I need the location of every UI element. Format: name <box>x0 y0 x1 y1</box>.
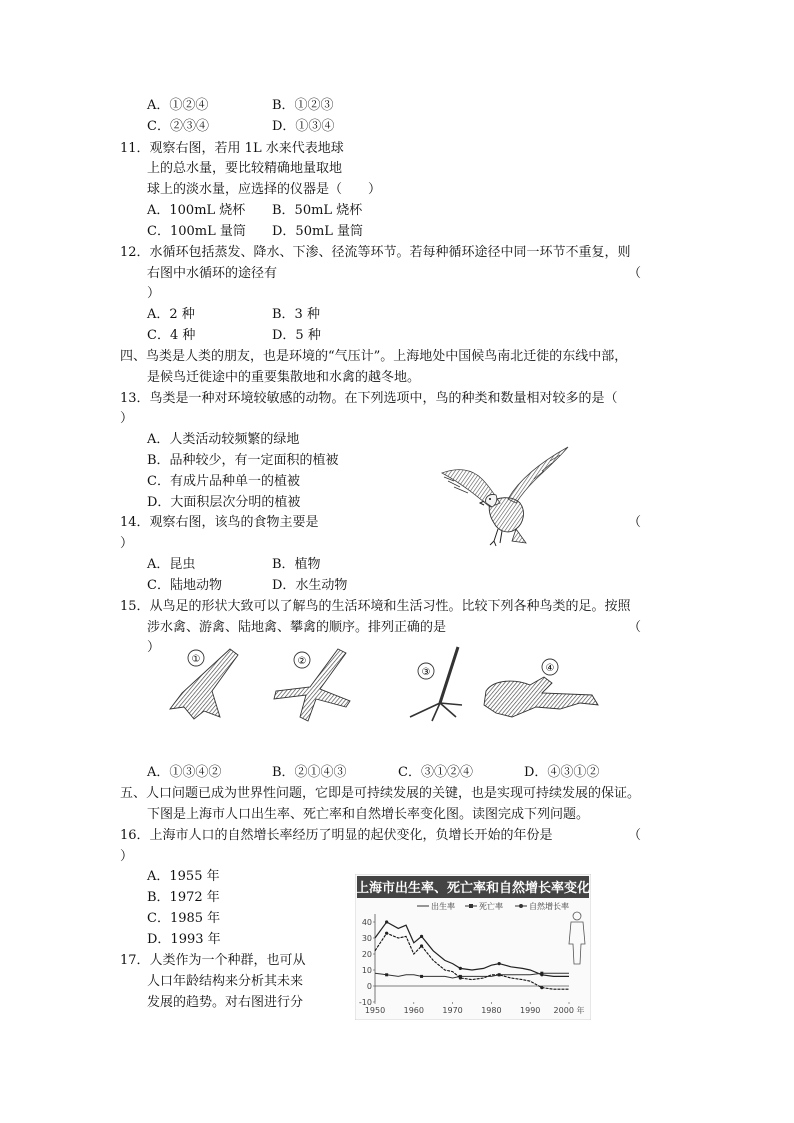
q12-option-d: D．5 种 <box>272 328 321 343</box>
data-point <box>420 975 423 978</box>
q12-option-a: A．2 种 <box>147 307 195 322</box>
x-tick-label: 2000 年 <box>553 1006 585 1015</box>
q16-option-a: A．1955 年 <box>147 869 220 884</box>
section5-intro-line1: 五、人口问题已成为世界性问题，它即是可持续发展的关键，也是实现可持续发展的保证。 <box>120 786 641 801</box>
q12-stem-line1: 12．水循环包括蒸发、降水、下渗、径流等环节。若每种循环途径中同一环节不重复，则 <box>120 245 631 260</box>
legend-birth-rate: 出生率 <box>431 902 455 911</box>
y-tick-label: 30 <box>361 934 372 943</box>
q15-stem-line1: 15．从鸟足的形状大致可以了解鸟的生活环境和生活习性。比较下列各种鸟类的足。按照 <box>120 599 631 614</box>
q13-stem-line1: 13．鸟类是一种对环境较敏感的动物。在下列选项中，鸟的种类和数量相对较多的是（ <box>120 391 618 406</box>
data-point <box>420 935 423 938</box>
q16-stem-line1: 16．上海市人口的自然增长率经历了明显的起伏变化，负增长开始的年份是 <box>120 828 553 843</box>
section5-intro-line2: 下图是上海市人口出生率、死亡率和自然增长率变化图。读图完成下列问题。 <box>147 807 590 822</box>
q13-option-a: A．人类活动较频繁的绿地 <box>147 432 300 447</box>
q14-paren-close: ） <box>120 536 134 551</box>
y-tick-label: 20 <box>361 950 372 959</box>
foot-2-label: ② <box>297 656 307 667</box>
q14-option-d: D．水生动物 <box>272 578 348 593</box>
q14-option-a: A．昆虫 <box>147 557 196 572</box>
q14-option-b: B．植物 <box>272 557 321 572</box>
legend-death-rate: 死亡率 <box>479 902 503 911</box>
q16-option-b: B．1972 年 <box>147 890 220 905</box>
chart-legend <box>417 901 569 911</box>
x-tick-label: 1950 <box>364 1006 386 1015</box>
data-point <box>385 973 388 976</box>
y-tick-label: 10 <box>361 966 372 975</box>
eagle-illustration <box>440 445 575 555</box>
q12-option-b: B．3 种 <box>272 307 320 322</box>
q11-option-b: B．50mL 烧杯 <box>272 203 363 218</box>
q15-paren-open: （ <box>628 620 642 635</box>
data-point <box>385 920 388 923</box>
q14-option-c: C．陆地动物 <box>147 578 222 593</box>
section4-intro-line1: 四、鸟类是人类的朋友，也是环境的“气压计”。上海地处中国候鸟南北迁徙的东线中部， <box>120 349 628 364</box>
y-tick-label: 40 <box>361 918 372 927</box>
q11-stem-line2: 上的总水量，要比较精确地量取地 <box>147 161 343 176</box>
q16-option-d: D．1993 年 <box>147 932 221 947</box>
x-tick-label: 1960 <box>403 1006 424 1015</box>
x-tick-label: 1970 <box>442 1006 463 1015</box>
foot-4-label: ④ <box>545 663 555 674</box>
bird-foot-3 <box>410 647 462 721</box>
bird-foot-4 <box>484 659 598 717</box>
population-rate-chart <box>355 874 591 1020</box>
legend-natural-growth: 自然增长率 <box>529 902 569 911</box>
y-tick-label: 0 <box>366 982 372 991</box>
q17-stem-line1: 17．人类作为一个种群，也可从 <box>120 953 306 968</box>
bird-foot-1 <box>170 649 238 719</box>
q15-option-c: C．③①②④ <box>398 765 473 780</box>
q10-option-b: B．①②③ <box>272 98 334 113</box>
q12-paren-close: ） <box>147 286 161 301</box>
q17-stem-line2: 人口年龄结构来分析其未来 <box>147 974 304 989</box>
q12-paren-open: （ <box>628 266 642 281</box>
q17-stem-line3: 发展的趋势。对右图进行分 <box>147 995 304 1010</box>
q11-option-a: A．100mL 烧杯 <box>147 203 246 218</box>
data-point <box>385 932 388 935</box>
bird-feet-illustration <box>160 645 610 725</box>
q16-paren-close: ） <box>120 849 134 864</box>
foot-1-label: ① <box>191 654 201 665</box>
q15-option-b: B．②①④③ <box>272 765 347 780</box>
q11-option-d: D．50mL 量筒 <box>272 224 364 239</box>
q12-stem-line2: 右图中水循环的途径有 <box>147 266 278 281</box>
chart-title: 上海市出生率、死亡率和自然增长率变化 <box>355 881 591 896</box>
q14-stem-line1: 14．观察右图，该鸟的食物主要是 <box>120 515 319 530</box>
q16-paren-open: （ <box>628 828 642 843</box>
q10-option-a: A．①②④ <box>147 98 209 113</box>
q13-paren-close: ） <box>120 411 134 426</box>
data-point <box>540 972 543 975</box>
q11-stem-line1: 11．观察右图，若用 1L 水来代表地球 <box>120 141 344 156</box>
foot-3-label: ③ <box>421 667 431 678</box>
data-point <box>420 944 423 947</box>
q15-paren-close: ） <box>147 640 161 655</box>
data-point <box>459 967 462 970</box>
data-point <box>540 986 543 989</box>
data-point <box>498 973 501 976</box>
q15-stem-line2: 涉水禽、游禽、陆地禽、攀禽的顺序。排列正确的是 <box>147 620 447 635</box>
q12-option-c: C．4 种 <box>147 328 196 343</box>
q13-option-c: C．有成片品种单一的植被 <box>147 474 300 489</box>
data-point <box>459 976 462 979</box>
q13-option-d: D．大面积层次分明的植被 <box>147 495 301 510</box>
x-tick-label: 1980 <box>481 1006 502 1015</box>
q10-option-d: D．①③④ <box>272 119 335 134</box>
section4-intro-line2: 是候鸟迁徙途中的重要集散地和水禽的越冬地。 <box>147 370 421 385</box>
q10-option-c: C．②③④ <box>147 119 209 134</box>
data-point <box>498 962 501 965</box>
y-tick-label: -10 <box>358 998 372 1007</box>
q15-option-d: D．④③①② <box>524 765 600 780</box>
bird-foot-2 <box>274 649 350 721</box>
q13-option-b: B．品种较少，有一定面积的植被 <box>147 453 339 468</box>
q11-option-c: C．100mL 量筒 <box>147 224 246 239</box>
x-tick-label: 1990 <box>520 1006 541 1015</box>
q15-option-a: A．①③④② <box>147 765 222 780</box>
q11-stem-line3: 球上的淡水量，应选择的仪器是（ ） <box>147 182 382 197</box>
q14-paren-open: （ <box>628 515 642 530</box>
q16-option-c: C．1985 年 <box>147 911 221 926</box>
